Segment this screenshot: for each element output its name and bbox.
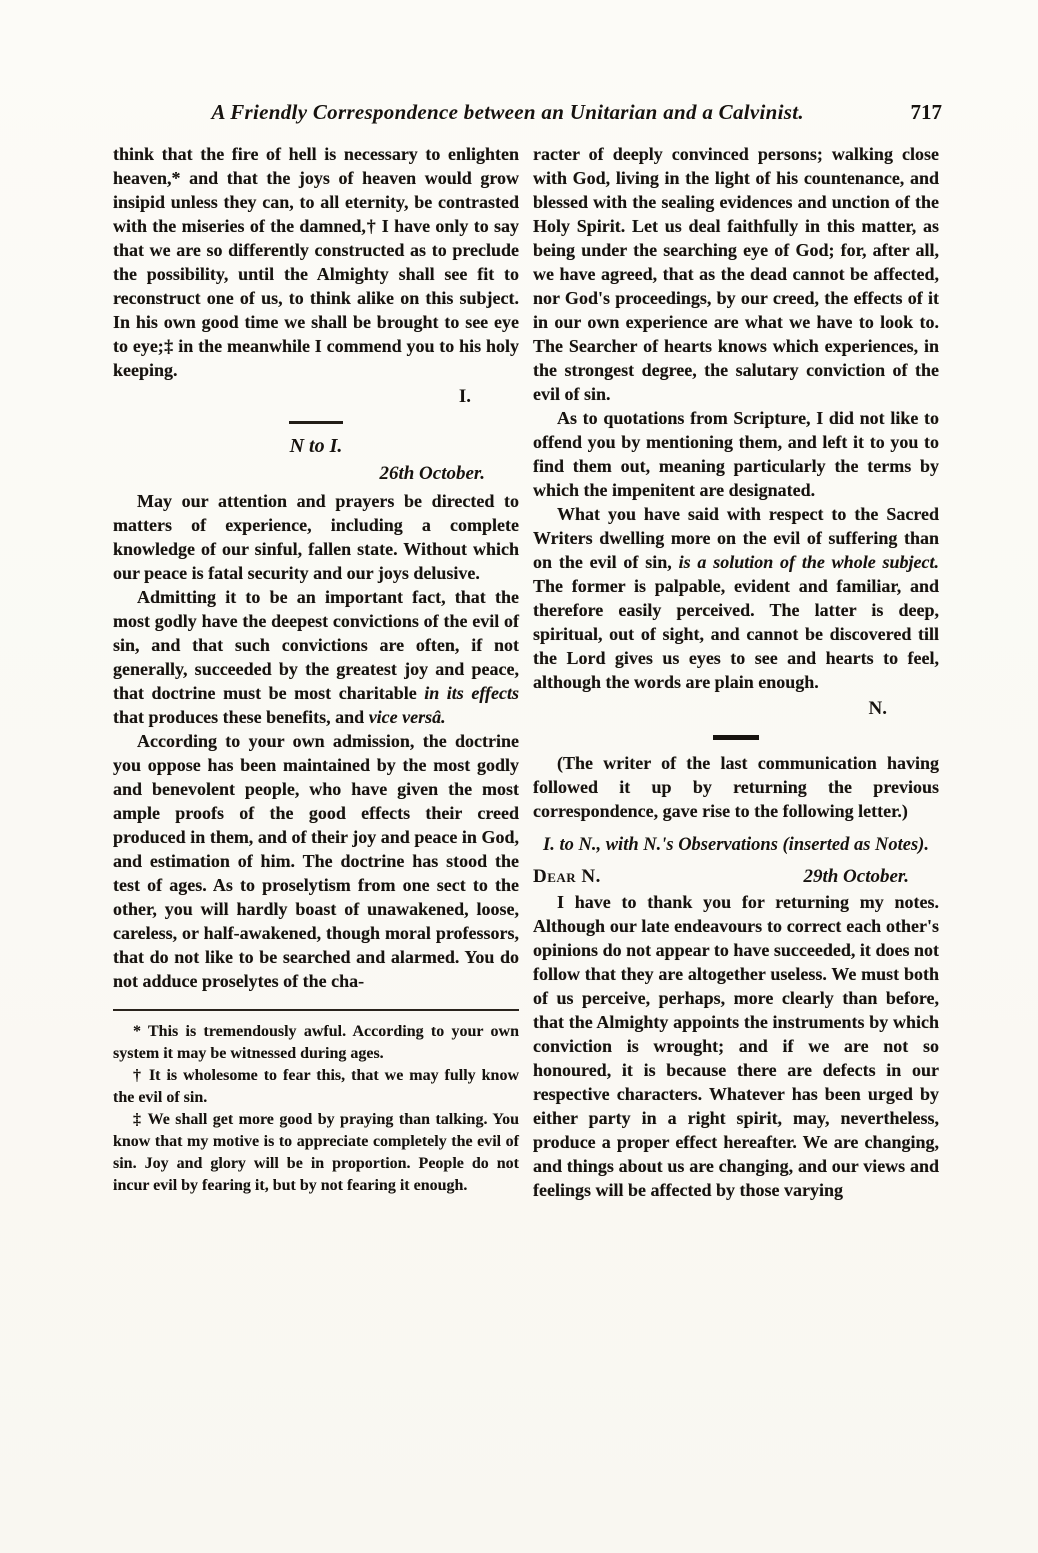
section-divider (289, 421, 343, 424)
paragraph-quotations-scripture: As to quotations from Scripture, I did not like to offend you by mentioning them, and left it to you to find them out, meaning particularly the terms by which the impenitent are designated. (533, 408, 939, 500)
letter-date-29th-october: 29th October. (803, 866, 909, 887)
footnote-star: * This is tremendously awful. According to your own system it may be witnessed during ages. (113, 1023, 519, 1062)
letter-signature-n: N. (868, 698, 887, 719)
footnote-separator-rule (113, 1009, 519, 1011)
section-divider-thick (713, 735, 759, 740)
paragraph-sacred-writers: What you have said with respect to the Sacred Writers dwelling more on the evil of suffering than on the evil of sin, is a solution of the whole subject. The former is palpable, evident and familiar, and therefore easily perceived. The latter is deep, spiritual, out of sight, and cannot be discovered till the Lord gives us eyes to see and hearts to feel, although the words are plain enough. (533, 504, 939, 692)
footnote-dagger: † It is wholesome to fear this, that we may fully know the evil of sin. (113, 1067, 519, 1106)
salutation-dear-n: Dear N. (533, 866, 601, 887)
letter-date-26th-october: 26th October. (379, 463, 485, 484)
running-head (0, 0, 1038, 125)
letter-title-i-to-n: I. to N., with N.'s Observations (inserted as Notes). (543, 835, 929, 855)
right-column (533, 142, 939, 1202)
letter-heading-n-to-i: N to I. (289, 435, 343, 457)
paragraph-character-continuation: racter of deeply convinced persons; walking close with God, living in the light of his countenance, and blessed with the sealing evidences and unction of the Holy Spirit. Let us deal faithfully in this matter, as being under the searching eye of God; for, after all, we have agreed, that as the dead cannot be affected, nor God's proceedings, by our creed, the effects of it in our own experience are what we have to look to. The Searcher of hearts knows which experiences, in the strongest degree, the salutary conviction of the evil of sin. (533, 144, 939, 404)
page-number: 717 (910, 100, 942, 124)
two-column-body (0, 125, 1038, 1202)
paragraph-admitting-fact: Admitting it to be an important fact, that the most godly have the deepest convictions of the evil of sin, and that such convictions are often, if not generally, succeeded by the greatest joy and peace, that doctrine must be most charitable in its effects that produces these benefits, and vice versâ. (113, 587, 519, 727)
paragraph-according-admission: According to your own admission, the doctrine you oppose has been maintained by the most godly and benevolent people, who have given the most ample proofs of the good effects their creed produced in them, and of their joy and peace in God, and estimation of him. The doctrine has stood the test of ages. As to proselytism from one sect to the other, you will hardly boast of unawakened, loose, careless, or half-awakened, though moral professors, that do not like to be searched and alarmed. You do not adduce proselytes of the cha- (113, 731, 519, 991)
paragraph-attention-prayers: May our attention and prayers be directed to matters of experience, including a complete knowledge of our sinful, fallen state. Without which our peace is fatal security and our joys delusive. (113, 491, 519, 583)
paragraph-hell-fire-continuation: think that the fire of hell is necessary to enlighten heaven,* and that the joys of heaven would grow insipid unless they can, to all eternity, be contrasted with the miseries of the damned,† I have only to say that we are so differently constructed as to preclude the possibility, until the Almighty shall see fit to reconstruct one of us, to think alike on this subject. In his own good time we shall be brought to see eye to eye;‡ in the meanwhile I commend you to his holy keeping. (113, 144, 519, 380)
footnote-double-dagger: ‡ We shall get more good by praying than talking. You know that my motive is to appreciate completely the evil of sin. Joy and glory will be in proportion. People do not incur evil by fearing it, but by not fearing it enough. (113, 1111, 519, 1194)
paragraph-thank-you-returning: I have to thank you for returning my notes. Although our late endeavours to correct each other's opinions do not appear to have succeeded, it does not follow that they are altogether useless. We must both of us perceive, perhaps, more clearly than before, that the Almighty appoints the instruments by which conviction is wrought; and if we are not so honoured, it is because there are defects in our respective characters. Whatever has been urged by either party in a right spirit, may, nevertheless, produce a proper effect hereafter. We are changing, and things about us are changing, and our views and feelings will be affected by those varying (533, 892, 939, 1200)
letter-signature-i: I. (458, 386, 471, 407)
running-head-title: A Friendly Correspondence between an Unitarian and a Calvinist. (211, 100, 804, 124)
left-column (113, 142, 519, 1202)
salutation-row (533, 864, 939, 890)
paragraph-editor-note: (The writer of the last communication having followed it up by returning the previous correspondence, gave rise to the following letter.) (533, 753, 939, 821)
